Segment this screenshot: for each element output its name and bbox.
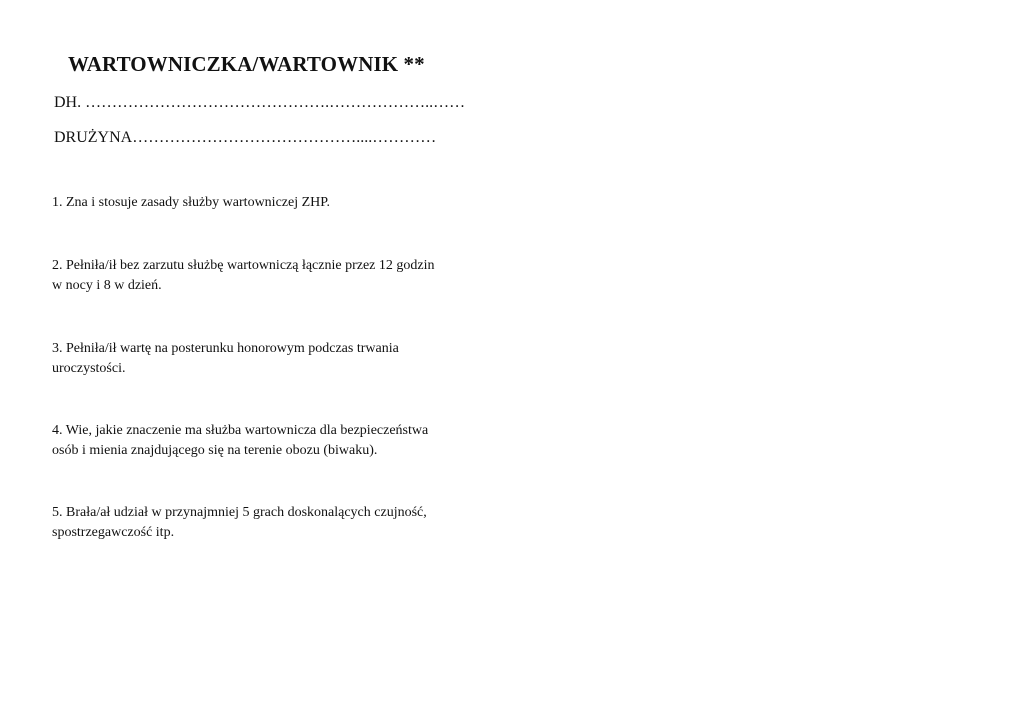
requirement-line: 5. Brała/ał udział w przynajmniej 5 grach doskonalących czujność,: [52, 505, 427, 520]
requirement-item: [52, 193, 472, 213]
requirement-item: [52, 256, 472, 296]
requirement-line: w nocy i 8 w dzień.: [52, 278, 162, 293]
requirement-line: 3. Pełniła/ił wartę na posterunku honorowym podczas trwania: [52, 341, 399, 356]
druzyna-field: DRUŻYNA……………………………………....…………: [54, 129, 437, 146]
requirement-item: [52, 421, 472, 461]
requirement-line: osób i mienia znajdującego się na terenie obozu (biwaku).: [52, 443, 378, 458]
page-title: WARTOWNICZKA/WARTOWNIK **: [68, 52, 425, 76]
dh-name-field: DH. ……………………………………….………………..……: [54, 94, 466, 111]
requirement-line: spostrzegawczość itp.: [52, 525, 175, 540]
requirement-line: 4. Wie, jakie znaczenie ma służba wartownicza dla bezpieczeństwa: [52, 423, 429, 438]
requirement-line: 2. Pełniła/ił bez zarzutu służbę wartowniczą łącznie przez 12 godzin: [52, 258, 435, 273]
requirement-line: uroczystości.: [52, 361, 126, 376]
requirement-item: [52, 503, 472, 543]
requirement-item: [52, 339, 472, 379]
requirement-line: 1. Zna i stosuje zasady służby wartowniczej ZHP.: [52, 195, 330, 210]
